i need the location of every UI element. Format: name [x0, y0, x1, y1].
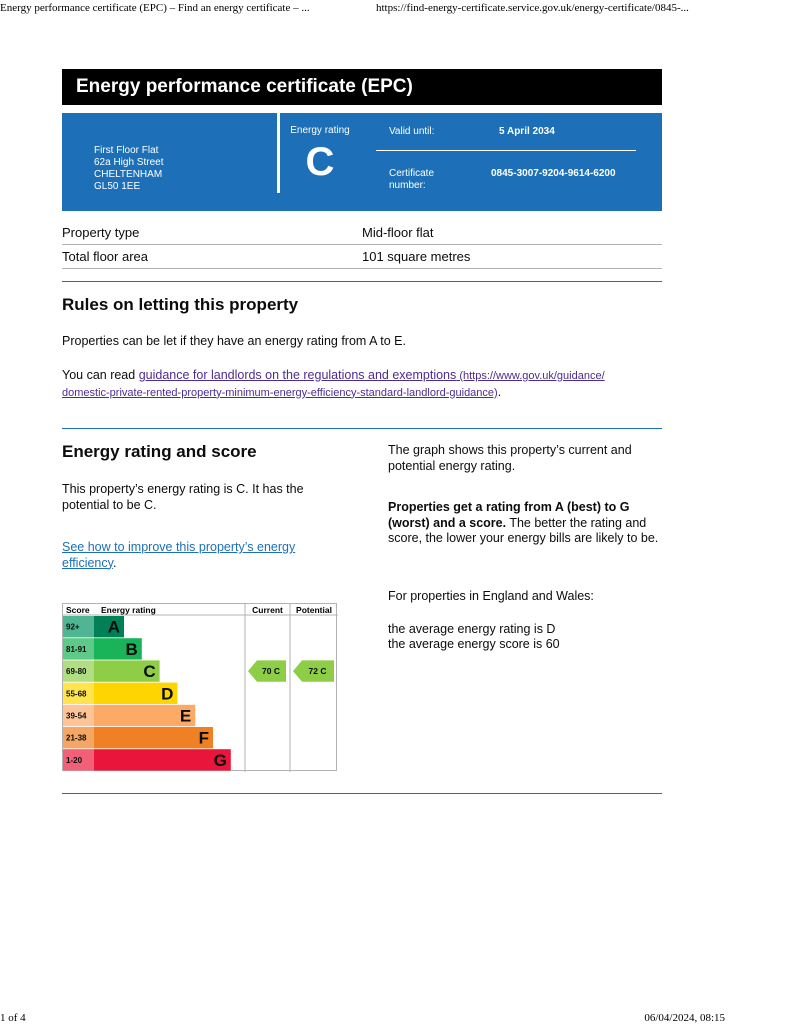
england-wales-text: For properties in England and Wales: [388, 589, 594, 603]
score-band-label: 81-91 [66, 644, 87, 654]
certificate-number-label: Certificate number: [389, 168, 435, 191]
average-score-text: the average energy score is 60 [388, 637, 560, 651]
guidance-prefix: You can read [62, 368, 139, 382]
rules-heading: Rules on letting this property [62, 295, 299, 314]
score-band-label: 21-38 [66, 733, 87, 743]
guidance-link-url: (https://www.gov.uk/guidance/ [456, 370, 605, 382]
rating-bar-letter: C [143, 662, 156, 682]
rating-explanation-rest: The better the rating and score, the lower your energy bills are likely to be. [388, 515, 659, 545]
guidance-link-url-cont: domestic-private-rented-property-minimum-energy-efficiency-standard-landlord-guidance) [62, 386, 498, 399]
score-band-label: 55-68 [66, 689, 87, 699]
summary-key: Total floor area [62, 249, 148, 264]
summary-row [62, 245, 662, 269]
graph-description: The graph shows this property’s current and potential energy rating. [388, 443, 632, 473]
chart-header-current: Current [252, 605, 283, 615]
energy-rating-label: Energy rating [290, 125, 350, 136]
guidance-link-text: guidance for landlords on the regulations and exemptions [138, 368, 457, 382]
property-summary [62, 221, 662, 269]
guidance-suffix: . [497, 384, 502, 399]
print-datetime: 06/04/2024, 08:15 [644, 1012, 725, 1024]
rules-paragraph: Properties can be let if they have an energy rating from A to E. [62, 334, 406, 348]
energy-rating-chart [62, 603, 337, 771]
address-line: 62a High Street [94, 157, 164, 168]
certificate-panel [62, 113, 662, 211]
energy-rating-letter: C [305, 140, 335, 184]
summary-row [62, 221, 662, 245]
rating-bar-g [94, 749, 231, 770]
certificate-number-value: 0845-3007-9204-9614-6200 [491, 168, 616, 179]
address-line: CHELTENHAM [94, 169, 163, 180]
average-rating-text: the average energy rating is D [388, 622, 556, 636]
property-address [94, 145, 164, 193]
current-rating-label: 70 C [262, 666, 280, 677]
section-divider [62, 428, 662, 429]
score-band-label: 39-54 [66, 711, 87, 721]
energy-rating-chart-svg [63, 604, 338, 772]
summary-key: Property type [62, 225, 140, 240]
improve-paragraph [62, 540, 332, 571]
score-band-label: 1-20 [66, 755, 83, 765]
landlord-guidance-link[interactable] [62, 368, 605, 399]
chart-header-potential: Potential [296, 605, 332, 615]
address-line: First Floor Flat [94, 145, 159, 156]
address-line: GL50 1EE [94, 181, 141, 192]
energy-rating-text: This property’s energy rating is C. It has the potential to be C. [62, 482, 304, 512]
score-band-label: 92+ [66, 622, 80, 632]
improve-efficiency-link[interactable] [62, 540, 295, 570]
score-band-label: 69-80 [66, 667, 87, 677]
vertical-divider [277, 113, 280, 193]
rating-explanation-bold: Properties get a rating from A (best) to G (worst) and a score. [388, 500, 630, 530]
rating-bar-letter: F [198, 728, 209, 748]
chart-header-score: Score [66, 605, 90, 615]
section-divider [62, 793, 662, 794]
horizontal-divider [376, 150, 636, 151]
page-title: Energy performance certificate (EPC) [62, 69, 662, 105]
valid-until-value: 5 April 2034 [499, 126, 555, 137]
print-header-url: https://find-energy-certificate.service.gov.uk/energy-certificate/0845-... [376, 2, 689, 14]
improve-link-line2: efficiency [62, 555, 113, 570]
chart-header-rating: Energy rating [101, 605, 156, 615]
energy-heading: Energy rating and score [62, 442, 257, 461]
summary-value: 101 square metres [362, 249, 471, 264]
print-header-title: Energy performance certificate (EPC) – Find an energy certificate – ... [0, 2, 310, 14]
valid-until-label: Valid until: [389, 126, 435, 137]
summary-value: Mid-floor flat [362, 225, 434, 240]
rating-bar-letter: G [213, 750, 227, 770]
section-divider [62, 281, 662, 282]
improve-suffix: . [112, 555, 117, 570]
improve-link-line1: See how to improve this property’s energy [62, 540, 296, 554]
potential-rating-label: 72 C [308, 666, 327, 677]
rating-bar-letter: E [179, 706, 192, 726]
rating-explanation [388, 500, 663, 547]
rating-bar-letter: B [125, 639, 138, 659]
rating-bar-letter: A [107, 617, 120, 637]
rating-bar-letter: D [161, 684, 174, 704]
page-number: 1 of 4 [0, 1012, 26, 1024]
rules-guidance-paragraph [62, 368, 662, 401]
rating-bar-f [94, 727, 213, 748]
